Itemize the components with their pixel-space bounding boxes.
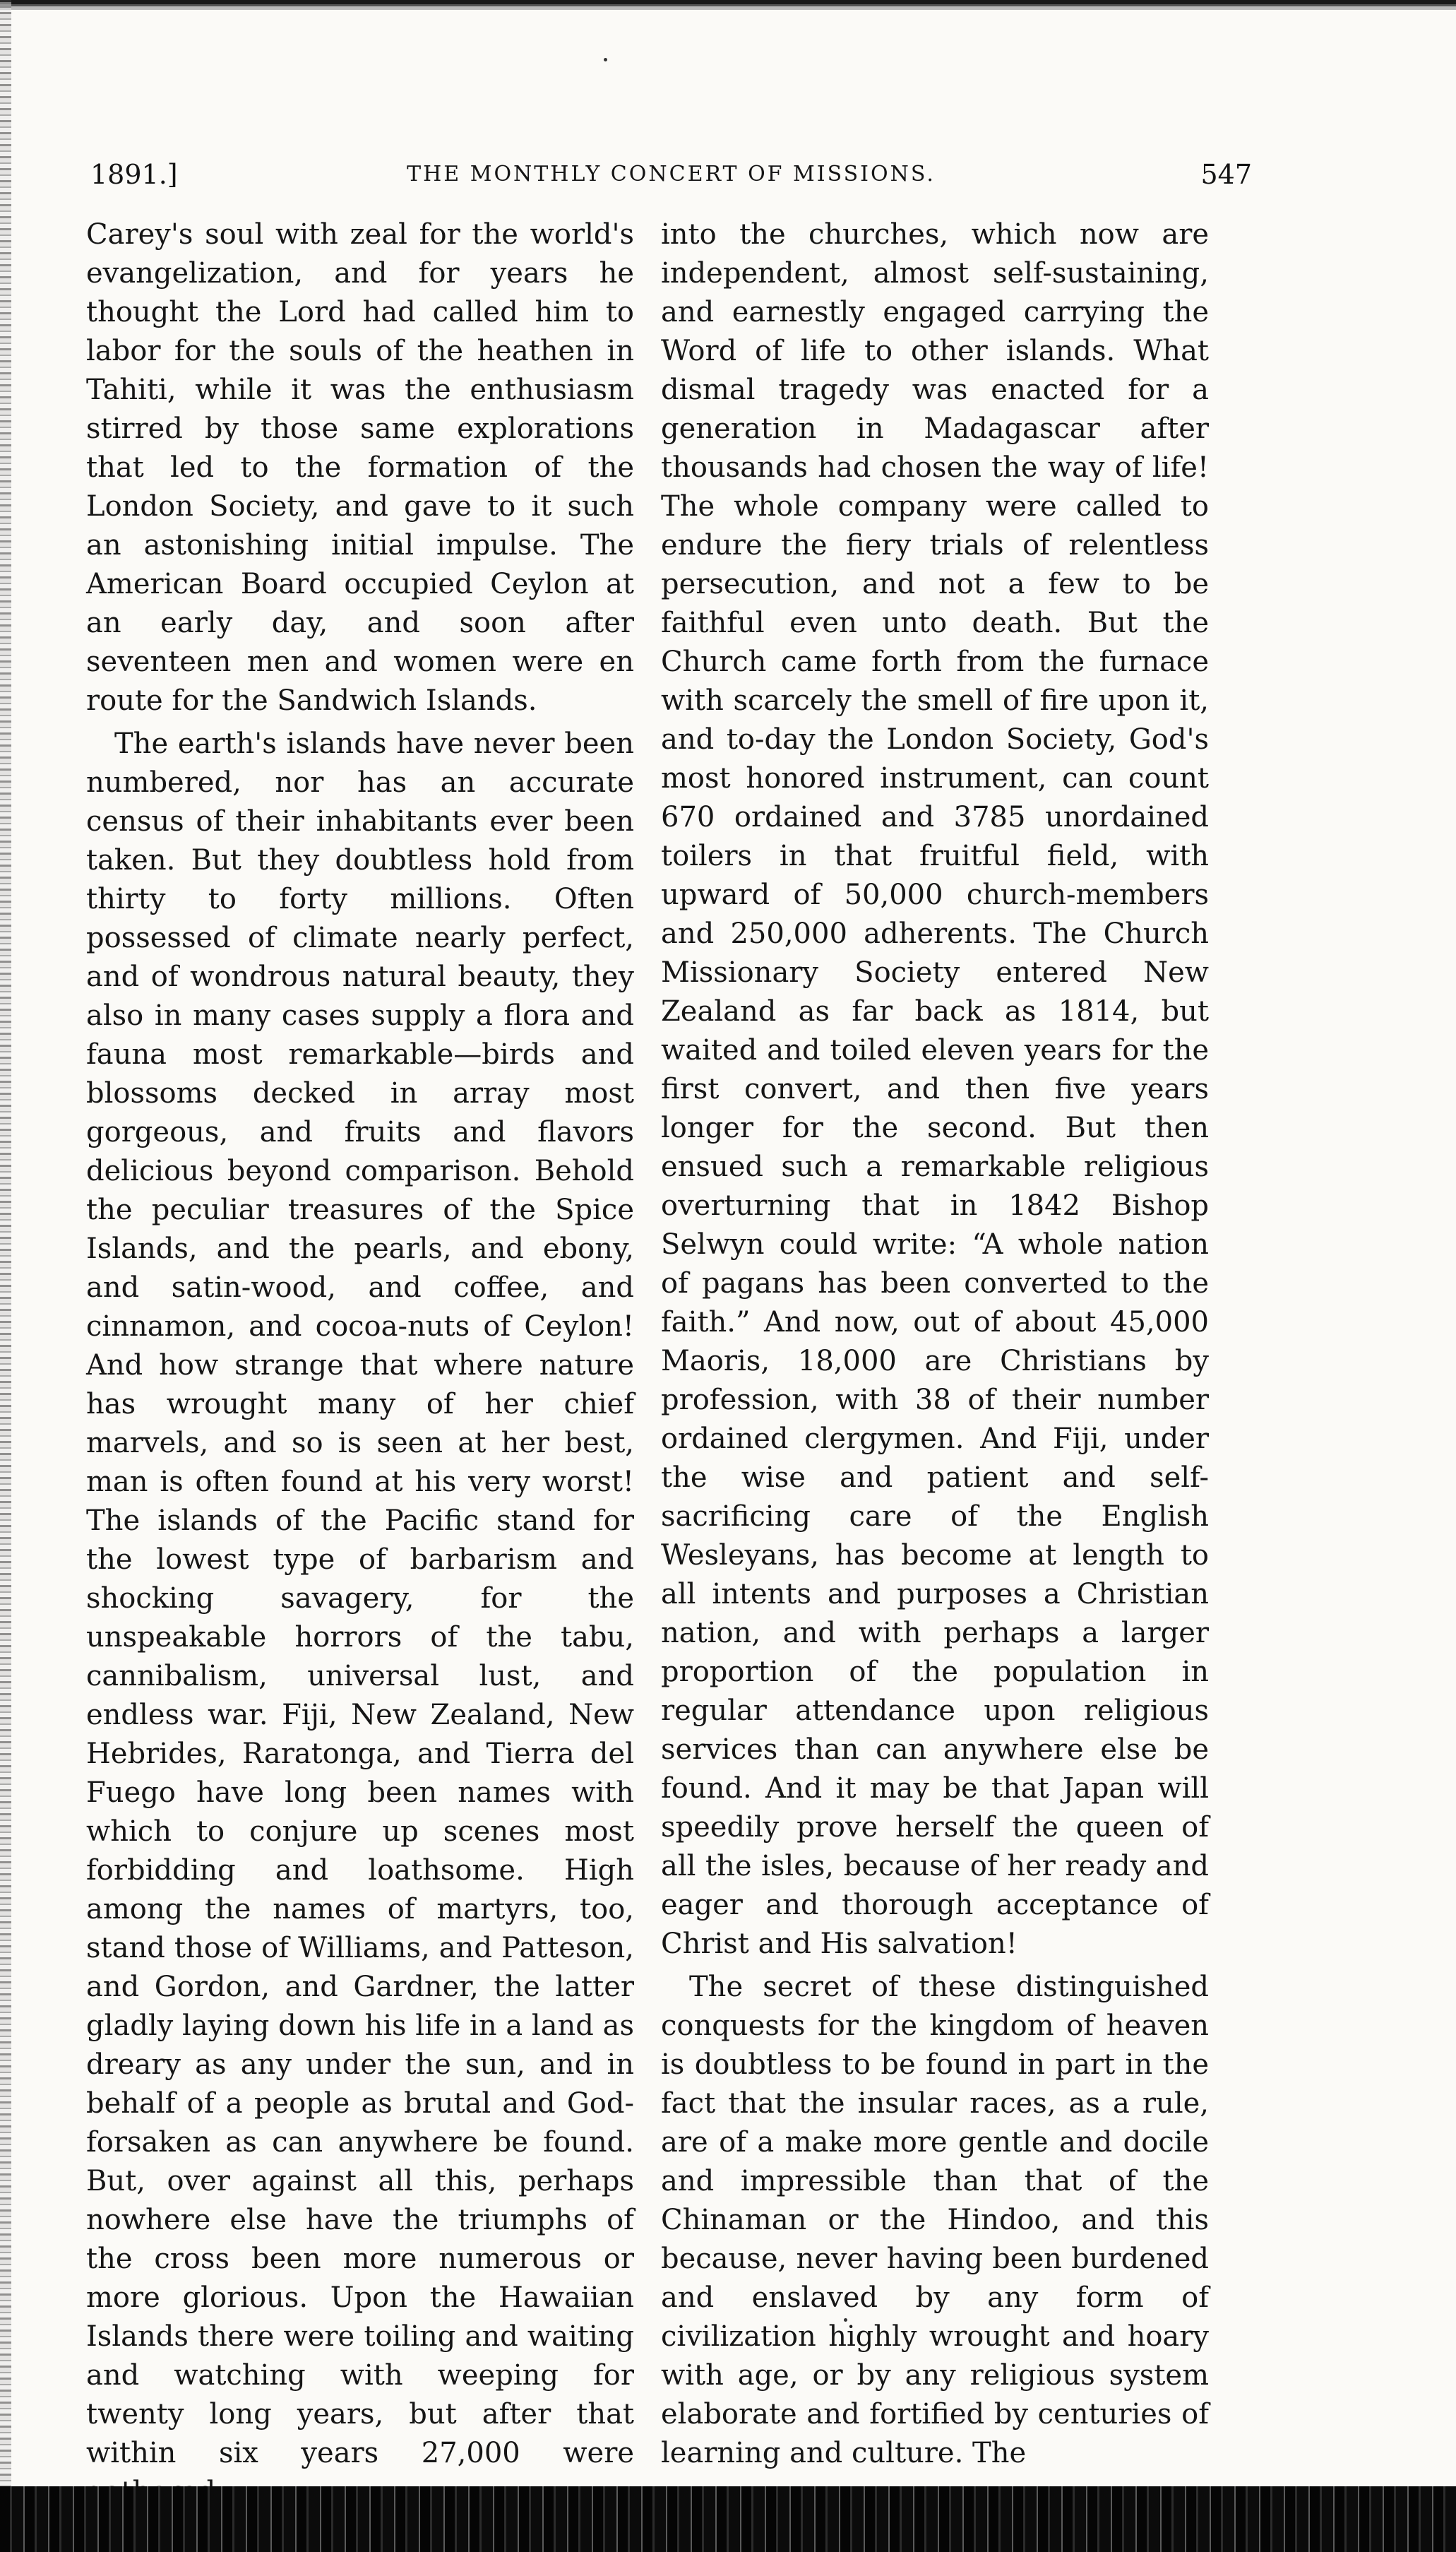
right-paragraph-2: The secret of these distinguished conquests for the kingdom of heaven is doubtless to be found in part in the fact that the insular races, as a rule, are of a make more gentle and docile and impressible than that of the Chinaman or the Hindoo, and this because, never having been burdened and enslaved by any form of civilization highly wrought and hoary with age, or by any religious system elaborate and fortified by centuries of learning and culture. The <box>661 1971 1209 2469</box>
scan-top-edge <box>0 0 1456 16</box>
scan-speck <box>604 58 607 61</box>
right-column <box>661 215 1209 2473</box>
left-column <box>86 215 634 2512</box>
left-paragraph-1: Carey's soul with zeal for the world's evangelization, and for years he thought the Lord had called him to labor for the souls of the heathen in Tahiti, while it was the enthusiasm stirred by those same explorations that led to the formation of the London Society, and gave to it such an astonishing initial impulse. The American Board occupied Ceylon at an early day, and soon after seventeen men and women were en route for the Sandwich Islands. <box>86 218 634 717</box>
running-header <box>90 157 1252 192</box>
page-number: 547 <box>1200 159 1252 190</box>
left-paragraph-2: The earth's islands have never been numbered, nor has an accurate census of their inhabitants ever been taken. But they doubtless hold from thirty to forty millions. Often possessed of climate nearly perfect, and of wondrous natural beauty, they also in many cases supply a flora and fauna most remarkable—birds and blossoms decked in array most gorgeous, and fruits and flavors delicious beyond comparison. Behold the peculiar treasures of the Spice Islands, and the pearls, and ebony, and satin-wood, and coffee, and cinnamon, and cocoa-nuts of Ceylon! And how strange that where nature has wrought many of her chief marvels, and so is seen at her best, man is often found at his very worst! The islands of the Pacific stand for the lowest type of barbarism and shocking savagery, for the unspeakable horrors of the tabu, cannibalism, universal lust, and endless war. Fiji, New Zealand, New Hebrides, Raratonga, and Tierra del Fuego have long been names with which to conjure up scenes most forbidding and loathsome. High among the names of martyrs, too, stand those of Williams, and Patteson, and Gordon, and Gardner, the latter gladly laying down his life in a land as dreary as any under the sun, and in behalf of a people as brutal and God-forsaken as can anywhere be found. But, over against all this, perhaps nowhere else have the triumphs of the cross been more numerous or more glorious. Upon the Hawaiian Islands there were toiling and waiting and watching with weeping for twenty long years, but after that within six years 27,000 were <box>86 728 634 2469</box>
header-year: 1891.] <box>90 159 178 190</box>
right-paragraph-1: into the churches, which now are independent, almost self-sustaining, and earnestly engaged carrying the Word of life to other islands. What dismal tragedy was enacted for a generation in Madagascar after thousands had chosen the way of life! The whole company were called to endure the fiery trials of relentless persecution, and not a few to be faithful even unto death. But the Church came forth from the furnace with scarcely the smell of fire upon it, and to-day the London Society, God's most honored instrument, can count 670 ordained and 3785 unordained toilers in that fruitful field, with upward of 50,000 church-members and 250,000 adherents. The Church Missionary Society entered New Zealand as far back as 1814, but waited and toiled eleven years for the first convert, and then five years longer for the second. But then ensued such a remarkable religious overturning that in 1842 Bishop Selwyn could write: “A whole nation of pagans has been converted to the faith.” And now, out of about 45,000 Maoris, 18,000 are Christians by profession, with 38 of their number ordained clergymen. And Fiji, under the wise and patient and self-sacrificing care of the English Wesleyans, has become at length to all intents and purposes a Christian nation, and with perhaps a larger proportion of the population in regular attendance upon religious services than can anywhere else be found. And it may be that Japan will speedily prove herself the queen of all the isles, because of her ready and eager and thorough acceptance of Christ and His salvation! <box>661 218 1209 1960</box>
scan-left-edge <box>0 0 11 2552</box>
header-title: THE MONTHLY CONCERT OF MISSIONS. <box>407 162 936 186</box>
scan-bottom-edge <box>0 2486 1456 2552</box>
